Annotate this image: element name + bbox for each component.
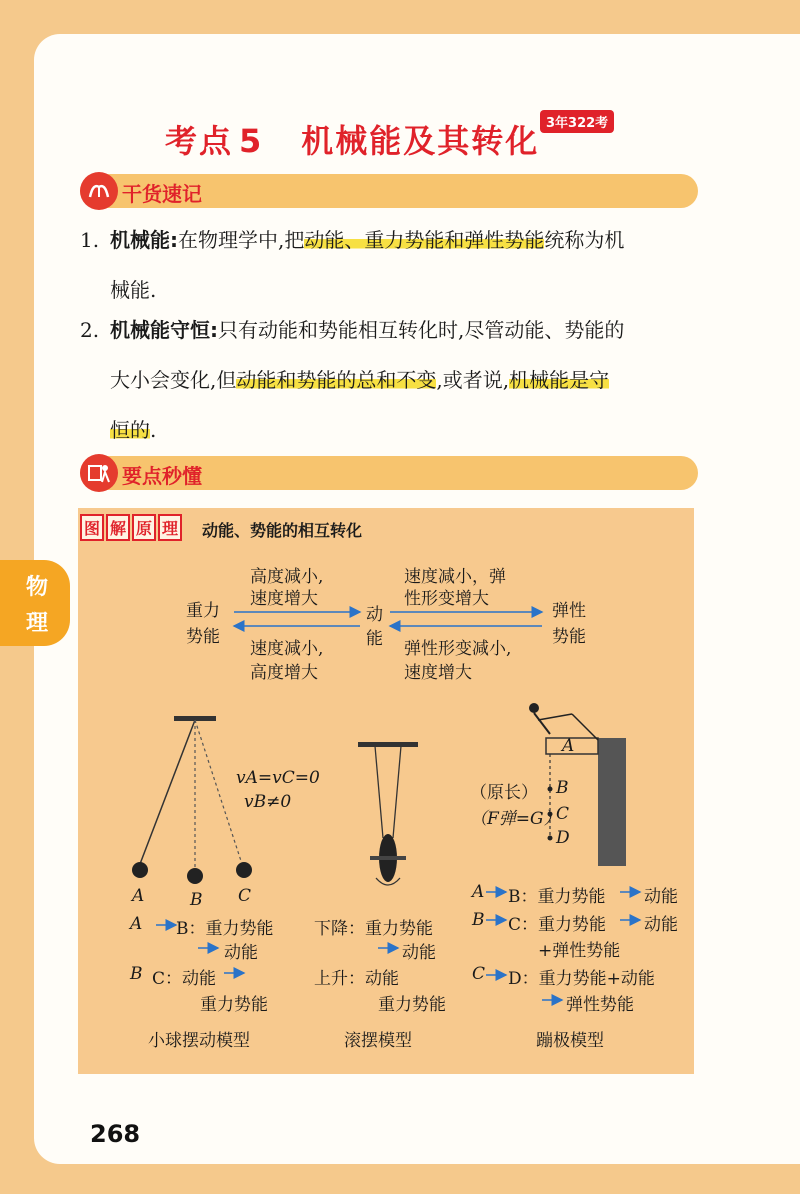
bungee-row2-a: B [472,910,485,930]
bungee-label-d: D [556,828,570,848]
pend-label-c: C [238,886,252,906]
section-header-dry-notes [80,174,698,208]
page-number: 268 [90,1120,141,1148]
label-left-bottom-2: 高度增大 [250,663,318,683]
label-elastic-pe: 弹性 [552,601,586,621]
bungee-label-b: B [556,778,569,798]
label-kinetic-2: 能 [366,629,383,649]
label-right-bottom: 弹性形变减小, [404,639,512,659]
bungee-row1-b: B：重力势能 [508,887,606,907]
pend-row2-a: B [130,964,143,984]
label-left-top-2: 速度增大 [250,589,318,609]
pend-label-b: B [190,890,203,910]
pend-row1-c: 动能 [224,943,258,963]
bungee-label-c: C [556,804,570,824]
point-1: 1. 机械能:在物理学中,把动能、重力势能和弹性势能统称为机 械能. [80,228,625,302]
reader-icon [80,454,118,492]
roll-up-2: 重力势能 [378,995,446,1015]
label-left-top: 高度减小, [250,567,324,587]
bungee-row1-a: A [472,882,485,902]
pendulum-model [132,716,252,884]
section-header-key-points [80,456,698,490]
pend-row1-b: B：重力势能 [176,919,274,939]
bungee-natural-length: （原长） [470,783,538,803]
bungee-row2-b: C：重力势能 [508,915,607,935]
roll-model-name: 滚摆模型 [344,1031,412,1051]
subject-tab: 物 理 [0,560,70,646]
section-title: 干货速记 [122,182,202,206]
label-right-top-2: 性形变增大 [404,589,489,609]
bungee-model-name: 蹦极模型 [536,1031,604,1051]
pend-model-name: 小球摆动模型 [148,1031,250,1051]
bungee-model [529,703,626,866]
bungee-row2-d: +弹性势能 [538,941,621,961]
bungee-row2-c: 动能 [644,915,678,935]
roll-down-2: 动能 [402,943,436,963]
pend-row2-b: C：动能 [152,969,217,989]
label-elastic-pe-2: 势能 [552,627,586,647]
label-left-bottom: 速度减小, [250,639,324,659]
point-2: 2. 机械能守恒:只有动能和势能相互转化时,尽管动能、势能的 大小会变化,但动能和势能的总和不变,或者说,机械能是守 恒的. [80,318,625,442]
roll-down-1: 下降：重力势能 [314,919,433,939]
bungee-row3-a: C [472,964,486,984]
section-title: 要点秒懂 [122,464,202,488]
bungee-row3-b: D：重力势能+动能 [508,969,655,989]
exam-badge: 3年322考 [540,110,614,133]
diagram-panel [78,508,694,1074]
pend-row2-c: 重力势能 [200,995,268,1015]
label-gravity-pe-2: 势能 [186,627,220,647]
label-kinetic: 动 [366,605,383,625]
label-right-top: 速度减小，弹 [404,567,506,587]
diagram-tag: 图 解 原 理 [80,514,182,541]
pend-eq-2: vB≠0 [244,792,292,812]
pend-label-a: A [132,886,145,906]
bungee-row3-c: 弹性势能 [566,995,634,1015]
diagram-title: 动能、势能的相互转化 [202,521,363,540]
leaf-icon [80,172,118,210]
label-gravity-pe: 重力 [186,601,220,621]
bungee-row1-c: 动能 [644,887,678,907]
pend-row1-a: A [130,914,143,934]
roll-up-1: 上升：动能 [314,969,399,989]
label-right-bottom-2: 速度增大 [404,663,472,683]
bungee-label-a: A [562,736,575,756]
page-title: 考点 5 机械能及其转化 [165,122,540,160]
bungee-force-balance: （F弹=G） [470,809,561,829]
yoyo-model [358,742,418,885]
pend-eq-1: vA=vC=0 [236,768,320,788]
